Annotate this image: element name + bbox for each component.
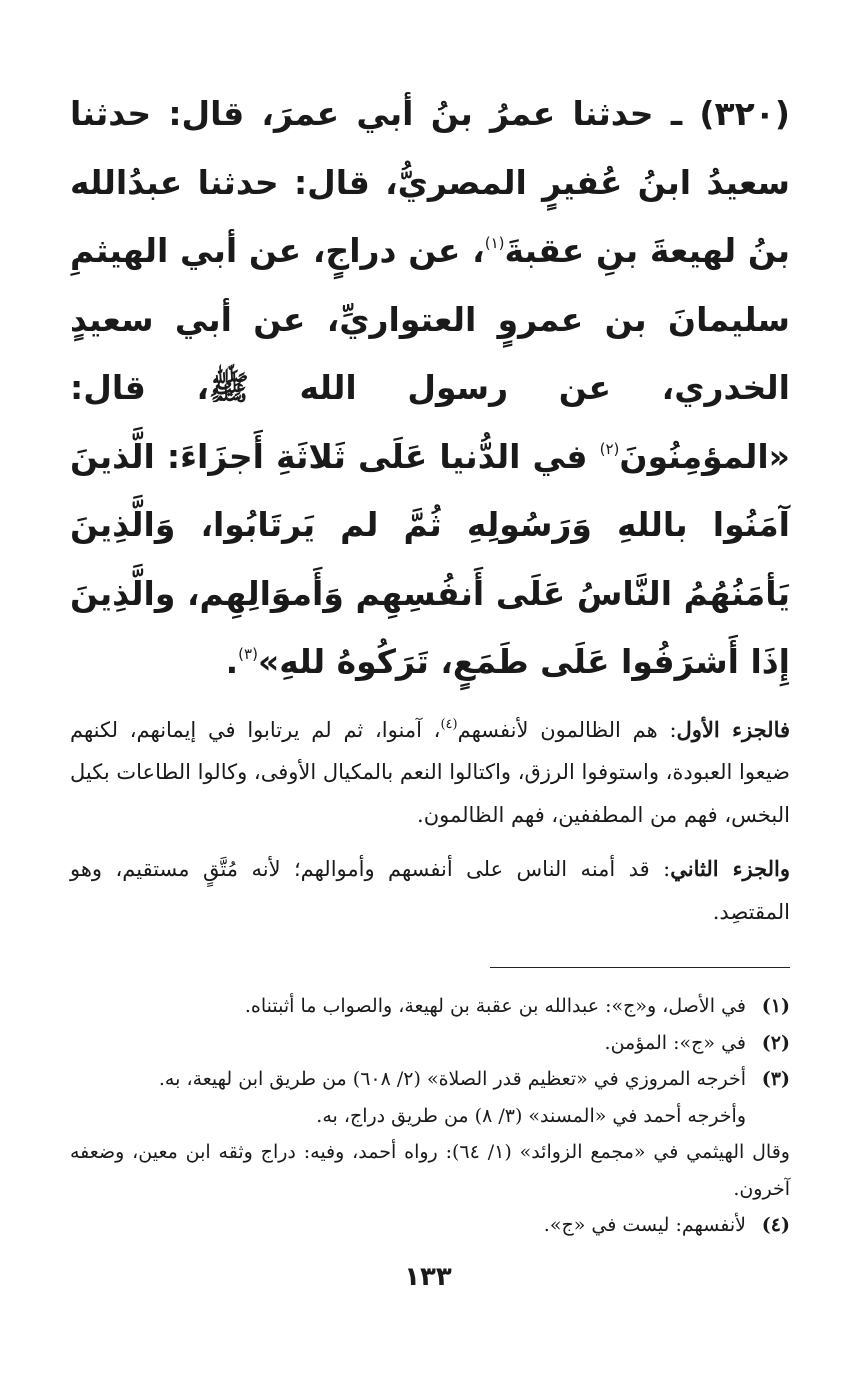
footnote-line: في الأصل، و«ج»: عبدالله بن عقبة بن لهيعة، والصواب ما أثبتناه.	[244, 995, 746, 1017]
hadith-text-1: ـ حدثنا عمرُ بنُ أبي عمرَ، قال: حدثنا سعيدُ ابنُ عُفيرٍ المصريُّ، قال: حدثنا عبدُالله بنُ لهيعةَ بنِ عقبةَ	[70, 94, 790, 270]
footnote-body	[70, 1061, 790, 1207]
footnote-body	[70, 1207, 746, 1244]
part-one-text-b: ، آمنوا، ثم لم يرتابوا في إيمانهم، لكنهم ضيعوا العبودة، واستوفوا الرزق، واكتالوا النعم بالمكيال الأوفى، وكالوا الطاعات بكيل البخس، فهم من المطففين، فهم الظالمون.	[70, 717, 790, 827]
part-one-text-a: : هم الظالمون لأنفسهم	[457, 717, 677, 742]
footnote-line: في «ج»: المؤمن.	[604, 1031, 746, 1054]
footnote-line: لأنفسهم: ليست في «ج».	[543, 1214, 746, 1236]
footnote-number: (١)	[761, 995, 790, 1017]
hadith-paragraph	[70, 80, 790, 697]
part-two-heading: والجزء الثاني	[670, 856, 790, 881]
footnote-number: (٤)	[761, 1214, 790, 1236]
footnote-number: (٣)	[761, 1068, 790, 1090]
footnote-body	[70, 1025, 746, 1062]
hadith-number: (٣٢٠)	[699, 94, 790, 133]
page-number: ١٣٣	[404, 1262, 452, 1292]
footnote-ref-3[interactable]: (٣)	[238, 645, 258, 663]
footnote-ref-2[interactable]: (٢)	[599, 439, 620, 458]
footnote-item	[70, 1025, 790, 1062]
hadith-text-4: .	[225, 642, 239, 681]
footnote-body	[70, 988, 746, 1025]
footnote-ref-1[interactable]: (١)	[484, 234, 505, 252]
footnote-item	[70, 1207, 790, 1244]
part-two-text: : قد أمنه الناس على أنفسهم وأموالهم؛ لأنه مُتَّقٍ مستقيم، وهو المقتصِد.	[70, 857, 790, 924]
footnote-line: أخرجه المروزي في «تعظيم قدر الصلاة» (٢/ ٦٠٨) من طريق ابن لهيعة، به.	[158, 1068, 746, 1090]
hadith-text-2: ، عن دراجٍ، عن أبي الهيثمِ سليمانَ بن عمروٍ العتواريِّ، عن أبي سعيدٍ الخدري، عن رسول الله ﷺ، قال: «المؤمِنُونَ	[70, 231, 790, 476]
footnote-item	[70, 1061, 790, 1207]
footnotes-list	[70, 988, 790, 1244]
commentary-part-one	[70, 709, 790, 837]
commentary-part-two	[70, 848, 790, 933]
footnote-continuation: وقال الهيثمي في «مجمع الزوائد» (١/ ٦٤): رواه أحمد، وفيه: دراج وثقه ابن معين، وضعفه آخرون.	[70, 1141, 790, 1200]
hadith-text-3: في الدُّنيا عَلَى ثَلاثَةِ أَجزَاءَ: الَّذينَ آمَنُوا باللهِ وَرَسُولِهِ ثُمَّ لم يَرتَابُوا، وَالَّذِينَ يَأمَنُهُمُ النَّاسُ عَلَى أَنفُسِهِم وَأَموَالِهِم، والَّذِينَ إِذَا أَشرَفُوا عَلَى طَمَعٍ، تَرَكُوهُ للهِ»	[70, 436, 790, 681]
footnote-line: وأخرجه أحمد في «المسند» (٣/ ٨) من طريق دراج، به.	[316, 1104, 746, 1127]
footnote-ref-4[interactable]: (٤)	[440, 716, 458, 732]
footnote-item	[70, 988, 790, 1025]
footnote-divider	[490, 967, 790, 968]
footnote-number: (٢)	[761, 1031, 790, 1054]
part-one-heading: فالجزء الأول	[676, 716, 791, 742]
